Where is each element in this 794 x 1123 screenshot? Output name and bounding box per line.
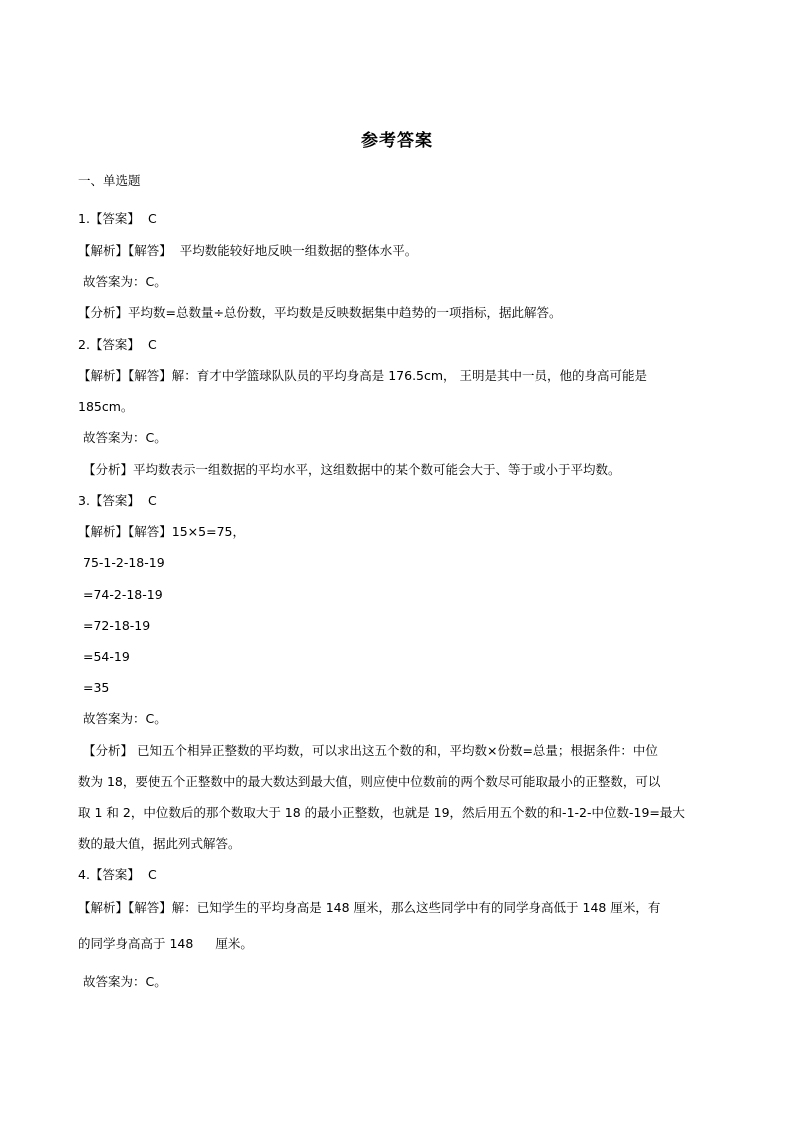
item-4-analysis-line-1: 【解析】【解答】解：已知学生的平均身高是 148 厘米，那么这些同学中有的同学身高低于 148 厘米，有 bbox=[78, 900, 661, 915]
page-title: 参考答案 bbox=[361, 131, 433, 151]
item-4-analysis-line-2 bbox=[78, 936, 253, 952]
item-3-analysis-prefix: 【解析】【解答】 bbox=[78, 524, 172, 539]
item-3-fenxi-line-2: 数为 18，要使五个正整数中的最大数达到最大值，则应使中位数前的两个数尽可能取最小的正整数，可以 bbox=[78, 774, 661, 789]
item-3-fenxi-line-3: 取 1 和 2，中位数后的那个数取大于 18 的最小正整数，也就是 19，然后用五个数的和-1-2-中位数-19=最大 bbox=[78, 805, 685, 820]
item-3-conclusion: 故答案为：C。 bbox=[83, 711, 167, 726]
item-1-conclusion: 故答案为：C。 bbox=[83, 274, 167, 289]
item-3-analysis bbox=[78, 524, 245, 540]
item-3-step-4: =54-19 bbox=[83, 649, 130, 664]
item-1-analysis bbox=[78, 243, 417, 259]
item-3-step-5: =35 bbox=[83, 680, 110, 695]
item-4-conclusion: 故答案为：C。 bbox=[83, 974, 167, 989]
item-2-conclusion: 故答案为：C。 bbox=[83, 430, 167, 445]
item-4-answer: C bbox=[147, 867, 157, 882]
item-3-answer: C bbox=[147, 493, 157, 508]
item-2-fenxi: 【分析】平均数表示一组数据的平均水平，这组数据中的某个数可能会大于、等于或小于平均数。 bbox=[83, 462, 621, 477]
item-1-answer: C bbox=[147, 211, 157, 226]
item-3-step-1: 75-1-2-18-19 bbox=[83, 555, 165, 570]
item-2-analysis-line-2: 185cm。 bbox=[78, 399, 134, 414]
item-4-analysis-line-2b: 厘米。 bbox=[215, 936, 253, 951]
item-1-answer-line bbox=[78, 211, 157, 227]
item-2-answer: C bbox=[147, 337, 157, 352]
item-4-analysis-line-2a: 的同学身高高于 148 bbox=[78, 936, 194, 951]
item-3-answer-line bbox=[78, 493, 157, 509]
section-heading: 一、单选题 bbox=[78, 173, 141, 188]
item-3-fenxi-line-4: 数的最大值，据此列式解答。 bbox=[78, 836, 241, 851]
item-4-number: 4.【答案】 bbox=[78, 867, 140, 882]
item-3-fenxi-line-1: 【分析】 已知五个相异正整数的平均数，可以求出这五个数的和，平均数×份数=总量；根据条件：中位 bbox=[83, 743, 658, 758]
item-2-analysis-line-1: 【解析】【解答】解：育才中学篮球队队员的平均身高是 176.5cm， 王明是其中一员，他的身高可能是 bbox=[78, 368, 648, 383]
item-4-answer-line bbox=[78, 867, 157, 883]
item-3-step-2: =74-2-18-19 bbox=[83, 587, 163, 602]
item-2-answer-line bbox=[78, 337, 157, 353]
item-1-analysis-prefix: 【解析】【解答】 bbox=[78, 243, 172, 258]
item-3-analysis-text: 15×5=75， bbox=[171, 524, 245, 539]
item-1-fenxi: 【分析】平均数=总数量÷总份数，平均数是反映数据集中趋势的一项指标，据此解答。 bbox=[78, 305, 562, 320]
item-3-step-3: =72-18-19 bbox=[83, 618, 151, 633]
item-3-number: 3.【答案】 bbox=[78, 493, 140, 508]
item-1-analysis-text: 平均数能较好地反映一组数据的整体水平。 bbox=[179, 243, 418, 258]
item-2-number: 2.【答案】 bbox=[78, 337, 140, 352]
item-1-number: 1.【答案】 bbox=[78, 211, 140, 226]
